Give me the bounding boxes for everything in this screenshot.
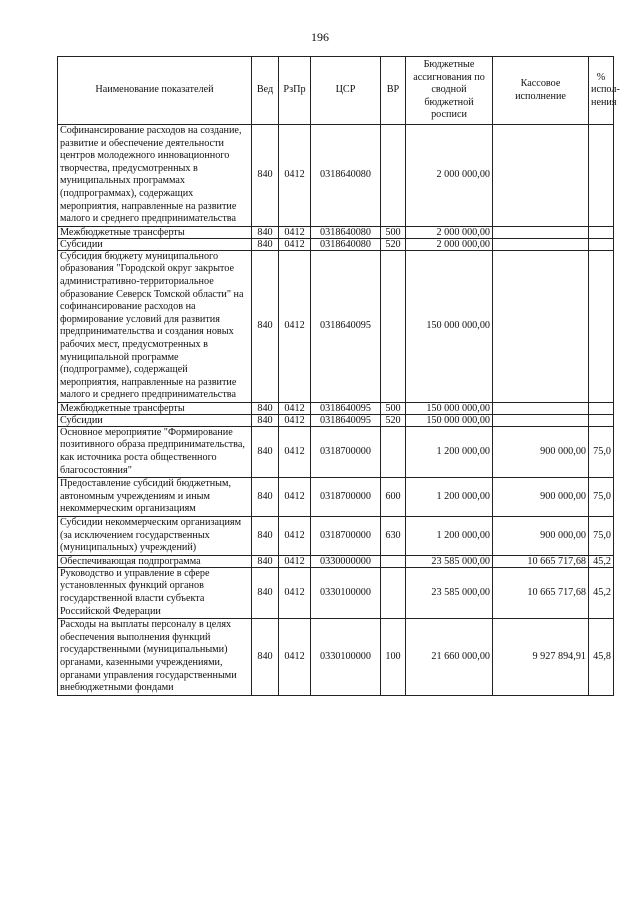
row-amount: 2 000 000,00	[406, 238, 493, 250]
row-csr: 0318640080	[311, 125, 381, 227]
row-rzpr: 0412	[279, 426, 311, 477]
row-vr	[381, 555, 406, 567]
row-amount: 1 200 000,00	[406, 478, 493, 517]
row-percent: 75,0	[589, 517, 614, 556]
header-rzpr: РзПр	[279, 57, 311, 125]
row-name: Субсидии некоммерческим организациям (за исключением государственных (муниципальных) учреждений)	[58, 517, 252, 556]
row-ved: 840	[252, 402, 279, 414]
row-amount: 23 585 000,00	[406, 567, 493, 618]
row-rzpr: 0412	[279, 226, 311, 238]
row-amount: 21 660 000,00	[406, 619, 493, 696]
page-number: 196	[311, 30, 329, 44]
row-cash	[493, 402, 589, 414]
row-name: Руководство и управление в сфере установленных функций органов государственной власти субъекта Российской Федерации	[58, 567, 252, 618]
row-name: Софинансирование расходов на создание, развитие и обеспечение деятельности центров молодежного инновационного творчества, предусмотренных в муниципальных программах (подпрограммах), содержащих мероприятия, направленные на развитие малого и среднего предпринимательства	[58, 125, 252, 227]
row-csr: 0318640095	[311, 414, 381, 426]
row-vr	[381, 125, 406, 227]
row-csr: 0318700000	[311, 426, 381, 477]
row-ved: 840	[252, 517, 279, 556]
row-rzpr: 0412	[279, 250, 311, 402]
row-csr: 0330100000	[311, 567, 381, 618]
row-ved: 840	[252, 619, 279, 696]
row-csr: 0318700000	[311, 517, 381, 556]
table-row	[58, 478, 614, 517]
row-csr: 0318640080	[311, 238, 381, 250]
table-row	[58, 414, 614, 426]
header-csr: ЦСР	[311, 57, 381, 125]
row-ved: 840	[252, 567, 279, 618]
row-cash: 10 665 717,68	[493, 567, 589, 618]
row-vr: 520	[381, 414, 406, 426]
row-percent	[589, 402, 614, 414]
row-cash	[493, 226, 589, 238]
row-rzpr: 0412	[279, 125, 311, 227]
row-csr: 0318700000	[311, 478, 381, 517]
row-amount: 150 000 000,00	[406, 414, 493, 426]
row-percent: 45,8	[589, 619, 614, 696]
row-name: Обеспечивающая подпрограмма	[58, 555, 252, 567]
row-cash	[493, 250, 589, 402]
row-percent	[589, 125, 614, 227]
row-vr	[381, 250, 406, 402]
row-vr: 500	[381, 402, 406, 414]
row-rzpr: 0412	[279, 517, 311, 556]
row-csr: 0330000000	[311, 555, 381, 567]
row-vr: 500	[381, 226, 406, 238]
row-cash: 900 000,00	[493, 517, 589, 556]
row-rzpr: 0412	[279, 567, 311, 618]
row-amount: 150 000 000,00	[406, 250, 493, 402]
row-ved: 840	[252, 226, 279, 238]
row-rzpr: 0412	[279, 478, 311, 517]
row-amount: 1 200 000,00	[406, 426, 493, 477]
row-cash: 900 000,00	[493, 478, 589, 517]
row-ved: 840	[252, 478, 279, 517]
row-amount: 1 200 000,00	[406, 517, 493, 556]
row-ved: 840	[252, 555, 279, 567]
table-row	[58, 402, 614, 414]
row-percent: 75,0	[589, 426, 614, 477]
row-csr: 0318640080	[311, 226, 381, 238]
table-row	[58, 517, 614, 556]
header-percent: % испол- нения	[589, 57, 614, 125]
row-rzpr: 0412	[279, 555, 311, 567]
header-vr: ВР	[381, 57, 406, 125]
row-vr	[381, 567, 406, 618]
row-ved: 840	[252, 414, 279, 426]
row-vr: 100	[381, 619, 406, 696]
row-name: Расходы на выплаты персоналу в целях обеспечения выполнения функций государственными (муниципальными) органами, казенными учреждениями, органами управления государственными внебюджетными фондами	[58, 619, 252, 696]
row-ved: 840	[252, 125, 279, 227]
row-name: Субсидии	[58, 238, 252, 250]
row-percent: 45,2	[589, 567, 614, 618]
row-name: Субсидия бюджету муниципального образования "Городской округ закрытое административно-территориальное образование Северск Томской области" на софинансирование расходов на формирование условий для развития предпринимательства и создания новых рабочих мест, предусмотренных в муниципальной программе (подпрограмме), содержащей мероприятия, направленные на развитие малого и среднего предпринимательства	[58, 250, 252, 402]
row-percent	[589, 250, 614, 402]
row-rzpr: 0412	[279, 238, 311, 250]
row-name: Межбюджетные трансферты	[58, 402, 252, 414]
row-vr: 600	[381, 478, 406, 517]
row-amount: 2 000 000,00	[406, 226, 493, 238]
table-row	[58, 226, 614, 238]
table-row	[58, 555, 614, 567]
row-csr: 0330100000	[311, 619, 381, 696]
row-cash	[493, 125, 589, 227]
row-rzpr: 0412	[279, 402, 311, 414]
row-ved: 840	[252, 238, 279, 250]
row-vr	[381, 426, 406, 477]
table-row	[58, 567, 614, 618]
row-percent: 75,0	[589, 478, 614, 517]
header-name: Наименование показателей	[58, 57, 252, 125]
row-csr: 0318640095	[311, 250, 381, 402]
row-rzpr: 0412	[279, 619, 311, 696]
row-percent	[589, 414, 614, 426]
table-row	[58, 238, 614, 250]
table-header-row	[58, 57, 614, 125]
row-percent	[589, 238, 614, 250]
row-cash: 9 927 894,91	[493, 619, 589, 696]
table-row	[58, 426, 614, 477]
table-row	[58, 125, 614, 227]
row-cash: 900 000,00	[493, 426, 589, 477]
row-amount: 150 000 000,00	[406, 402, 493, 414]
row-ved: 840	[252, 250, 279, 402]
header-assignments: Бюджетные ассигнования по сводной бюджетной росписи	[406, 57, 493, 125]
row-cash: 10 665 717,68	[493, 555, 589, 567]
row-csr: 0318640095	[311, 402, 381, 414]
row-name: Предоставление субсидий бюджетным, автономным учреждениям и иным некоммерческим организациям	[58, 478, 252, 517]
row-name: Субсидии	[58, 414, 252, 426]
row-amount: 2 000 000,00	[406, 125, 493, 227]
header-cash: Кассовое исполнение	[493, 57, 589, 125]
row-cash	[493, 414, 589, 426]
row-percent: 45,2	[589, 555, 614, 567]
row-rzpr: 0412	[279, 414, 311, 426]
budget-table	[57, 56, 620, 696]
row-name: Межбюджетные трансферты	[58, 226, 252, 238]
table-row	[58, 250, 614, 402]
header-ved: Вед	[252, 57, 279, 125]
row-percent	[589, 226, 614, 238]
row-cash	[493, 238, 589, 250]
row-name: Основное мероприятие "Формирование позитивного образа предпринимательства, как источника роста общественного благосостояния"	[58, 426, 252, 477]
row-vr: 630	[381, 517, 406, 556]
table-row	[58, 619, 614, 696]
row-ved: 840	[252, 426, 279, 477]
row-amount: 23 585 000,00	[406, 555, 493, 567]
row-vr: 520	[381, 238, 406, 250]
